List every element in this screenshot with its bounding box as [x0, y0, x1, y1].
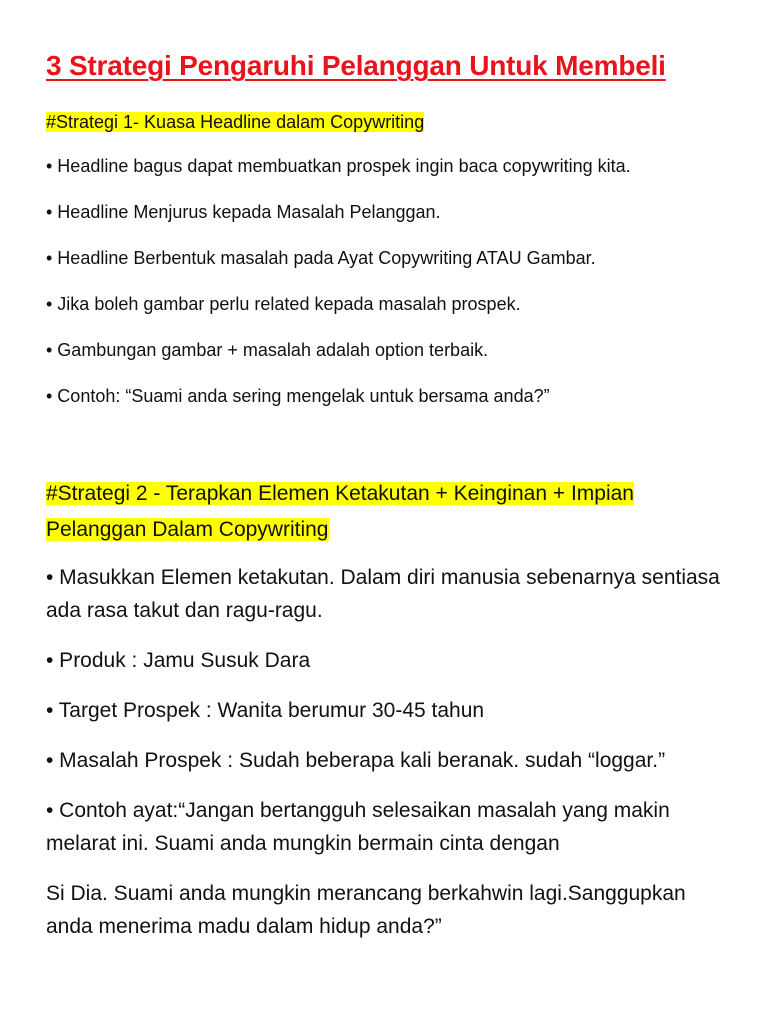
list-item: • Target Prospek : Wanita berumur 30-45 tahun [46, 699, 485, 722]
strategy-1-list [46, 154, 631, 430]
list-item: Si Dia. Suami anda mungkin merancang berkahwin lagi.Sanggupkan anda menerima madu dalam hidup anda?” [46, 882, 686, 938]
strategy-1-heading [46, 110, 424, 135]
list-item: • Gambungan gambar + masalah adalah option terbaik. [46, 340, 489, 360]
list-item: • Contoh: “Suami anda sering mengelak untuk bersama anda?” [46, 386, 550, 406]
list-item: • Produk : Jamu Susuk Dara [46, 649, 311, 672]
list-item: • Headline Berbentuk masalah pada Ayat Copywriting ATAU Gambar. [46, 248, 596, 268]
list-item: • Contoh ayat:“Jangan bertangguh selesaikan masalah yang makin melarat ini. Suami anda mungkin bermain cinta dengan [46, 799, 670, 855]
list-item: • Masalah Prospek : Sudah beberapa kali beranak. sudah “loggar.” [46, 749, 666, 772]
strategy-1-heading-text: #Strategi 1- Kuasa Headline dalam Copywriting [46, 112, 425, 132]
list-item: • Masukkan Elemen ketakutan. Dalam diri manusia sebenarnya sentiasa ada rasa takut dan ragu-ragu. [46, 566, 720, 622]
strategy-2-heading-text: #Strategi 2 - Terapkan Elemen Ketakutan + Keinginan + Impian Pelanggan Dalam Copywriting [46, 482, 634, 541]
strategy-2-list [46, 561, 736, 960]
document-title: 3 Strategi Pengaruhi Pelanggan Untuk Membeli [46, 50, 666, 81]
strategy-2-heading [46, 476, 726, 548]
list-item: • Jika boleh gambar perlu related kepada masalah prospek. [46, 294, 521, 314]
list-item: • Headline Menjurus kepada Masalah Pelanggan. [46, 202, 441, 222]
list-item: • Headline bagus dapat membuatkan prospek ingin baca copywriting kita. [46, 156, 631, 176]
